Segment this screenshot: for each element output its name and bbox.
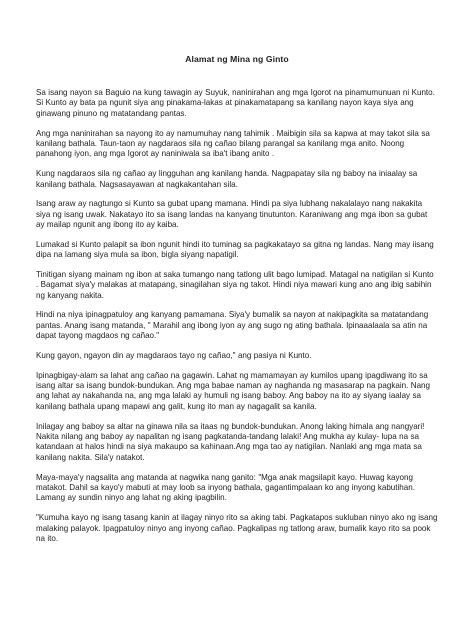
- paragraph: Lumakad si Kunto palapit sa ibon ngunit hindi ito tuminag sa pagkakatayo sa gitna ng landas. Nang may iisang dipa na lamang siya mula sa ibon, bigla siyang napatigil.: [36, 239, 434, 260]
- paragraph: Tinitigan siyang mainam ng ibon at saka tumango nang tatlong ulit bago lumipad. Matagal na natigilan si Kunto . Bagamat siya'y malakas at matapang, sinagilahan siya ng takot. Hindi niya mawari kung ano ang ibig sabihin ng kanyang nakita.: [36, 269, 434, 300]
- paragraph: Inilagay ang baboy sa altar na ginawa nila sa itaas ng bundok-bundukan. Anong laking himala ang nangyari! Nakita nilang ang baboy ay napalitan ng isang pagkatanda-tandang lalaki! Ang mukha ay kulay- lupa na sa katandaan at halos hindi na siya makaupo sa kahinaan.Ang mga tao ay natigilan. Nanlaki ang mga mata sa kanilang nakita. Sila'y natakot.: [36, 421, 425, 462]
- document-body: [36, 88, 438, 544]
- paragraph: Kung nagdaraos sila ng cañao ay lingguhan ang kanilang handa. Nagpapatay sila ng baboy na iniaalay sa kanilang bathala. Nagsasayawan at nagkakantahan sila.: [36, 169, 418, 189]
- paragraph: Ang mga naninirahan sa nayong ito ay namumuhay nang tahimik . Maibigin sila sa kapwa at may takot sila sa kanilang bathala. Taun-taon ay nagdaraos sila ng cañao bilang parangal sa kanilang mga anito. Noong panahong iyon, ang mga Igorot ay naniniwala sa iba't ibang anito .: [36, 128, 430, 159]
- paragraph: Hindi na niya ipinagpatuloy ang kanyang pamamana. Siya'y bumalik sa nayon at nakipagkita sa matatandang pantas. Anang isang matanda, " Marahil ang ibong iyon ay ang sugo ng ating bathala. Ipinaaalaala sa atin na dapat tayong magdaos ng cañao.": [36, 310, 429, 341]
- paragraph: Maya-maya'y nagsalita ang matanda at nagwika nang ganito: "Mga anak magsilapit kayo. Huwag kayong matakot. Dahil sa kayo'y mabuti at may loob sa inyong bathala, gagantimpalaan ko ang inyong kabutihan. Lamang ay sundin ninyo ang lahat ng aking ipagbilin.: [36, 472, 415, 503]
- paragraph: Kung gayon, ngayon din ay magdaraos tayo ng cañao," ang pasiya ni Kunto.: [36, 350, 312, 360]
- paragraph: Isang araw ay nagtungo si Kunto sa gubat upang mamana. Hindi pa siya lubhang nakalalayo nang nakakita siya ng isang uwak. Nakatayo ito sa isang landas na kanyang tinutunton. Karaniwang ang mga ibon sa gubat ay mailap ngunit ang ibong ito ay kaiba.: [36, 199, 428, 230]
- paragraph: "Kumuha kayo ng isang tasang kanin at ilagay ninyo rito sa aking tabi. Pagkatapos sukluban ninyo ako ng isang malaking palayok. Ipagpatuloy ninyo ang inyong cañao. Pagkalipas ng tatlong araw, bumalik kayo rito sa pook na ito.: [36, 513, 438, 544]
- paragraph: Sa isang nayon sa Baguio na kung tawagin ay Suyuk, naninirahan ang mga Igorot na pinamumunuan ni Kunto. Si Kunto ay bata pa ngunit siya ang pinakama-lakas at pinakamatapang sa kanilang nayon kaya siya ang ginawang pinuno ng matatandang pantas.: [36, 88, 435, 118]
- document-title: Alamat ng Mina ng Ginto: [185, 54, 289, 64]
- paragraph: Ipinagbigay-alam sa lahat ang cañao na gagawin. Lahat ng mamamayan ay kumilos upang ipagdiwang ito sa isang altar sa isang bundok-bundukan. Ang mga babae naman ay naghanda ng masasarap na pagkain. Nang ang lahat ay nakahanda na, ang mga lalaki ay humuli ng isang baboy. Ang baboy na ito ay siyang iaalay sa kanilang bathala upang mapawi ang galit, kung ito man ay nagagalit sa kanila.: [36, 370, 431, 411]
